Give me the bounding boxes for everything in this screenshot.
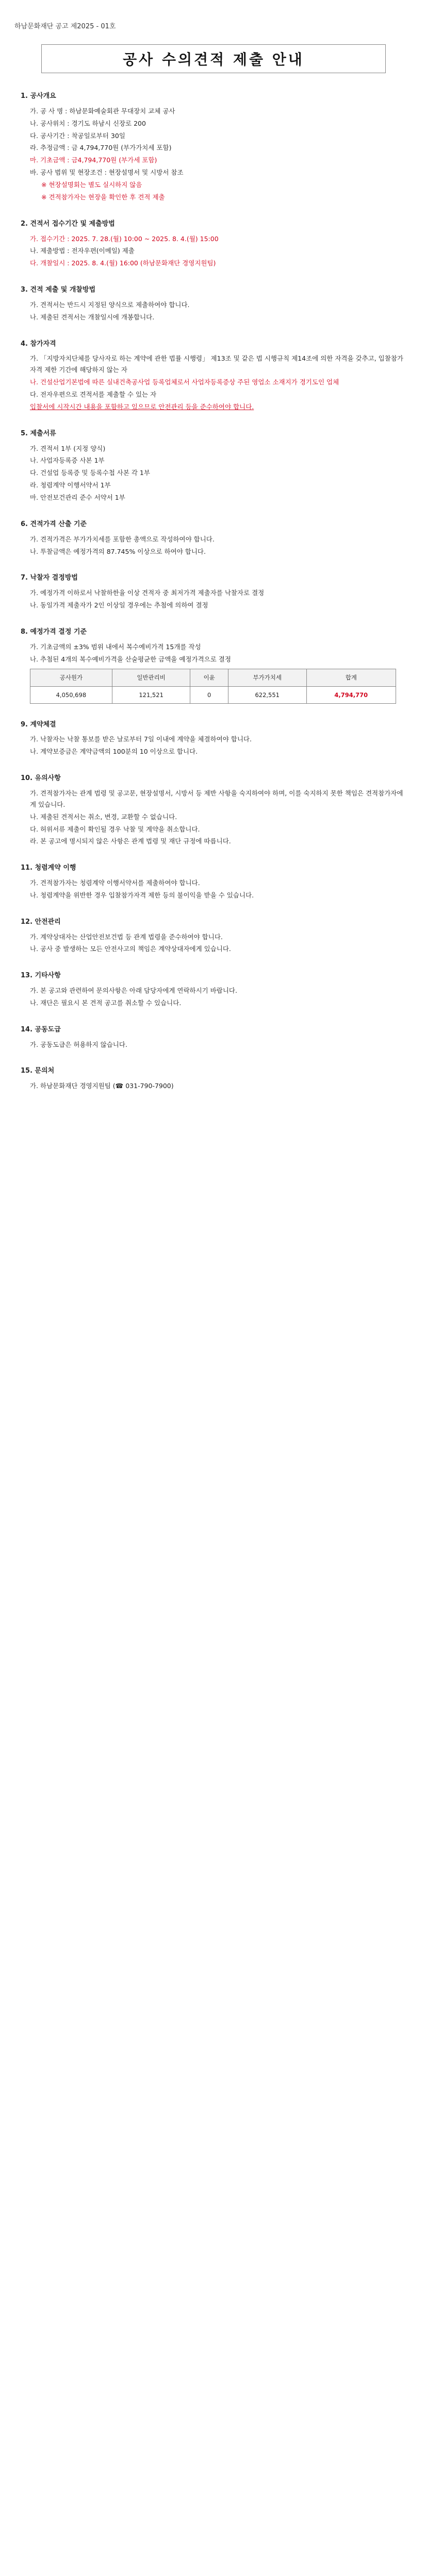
etc-item: 가. 본 공고와 관련하여 문의사항은 아래 담당자에게 연락하시기 바랍니다. (30, 987, 237, 994)
joint-item: 가. 공동도급은 허용하지 않습니다. (30, 1040, 127, 1048)
table-header-row (30, 669, 396, 686)
overview-item: 다. 공사기간 : 착공일로부터 30일 (30, 131, 125, 140)
document-item: 라. 청렴계약 이행서약서 1부 (30, 481, 111, 489)
table-header: 이윤 (190, 669, 228, 686)
overview-item: 나. 공사위치 : 경기도 하남시 신장로 200 (30, 119, 146, 127)
award-item: 나. 동일가격 제출자가 2인 이상일 경우에는 추첨에 의하여 결정 (30, 601, 208, 609)
section-heading: 11. 청렴계약 이행 (21, 864, 76, 872)
contract-item: 가. 낙찰자는 낙찰 통보를 받은 날로부터 7일 이내에 계약을 체결하여야 합니다. (30, 735, 252, 743)
section-heading: 4. 참가자격 (21, 340, 56, 348)
page-title: 공사 수의견적 제출 안내 (123, 51, 304, 68)
section-price-basis (21, 519, 405, 557)
estimate-item: 가. 기초금액의 ±3% 범위 내에서 복수예비가격 15개를 작성 (30, 642, 201, 651)
caution-item: 나. 제출된 견적서는 취소, 변경, 교환할 수 없습니다. (30, 812, 177, 821)
section-heading: 3. 견적 제출 및 개찰방법 (21, 286, 96, 294)
section-heading: 14. 공동도급 (21, 1025, 61, 1033)
section-contact (21, 1065, 405, 1092)
method-item: 가. 견적서는 반드시 지정된 양식으로 제출하여야 합니다. (30, 300, 190, 309)
submission-item: 가. 접수기간 : 2025. 7. 28.(월) 10:00 ~ 2025. 8. 4.(월) 15:00 (30, 234, 219, 243)
contact-item: 가. 하남문화재단 경영지원팀 (☎ 031-790-7900) (30, 1082, 174, 1090)
safety-item: 나. 공사 중 발생하는 모든 안전사고의 책임은 계약상대자에게 있습니다. (30, 945, 231, 953)
table-header: 공사원가 (30, 669, 112, 686)
section-heading: 15. 문의처 (21, 1067, 55, 1075)
section-method (21, 284, 405, 323)
section-submission (21, 218, 405, 269)
section-heading: 7. 낙찰자 결정방법 (21, 574, 78, 582)
document-number: 하남문화재단 공고 제2025 - 01호 (14, 23, 116, 30)
price-basis-item: 가. 견적가격은 부가가치세를 포함한 총액으로 작성하여야 합니다. (30, 535, 215, 543)
estimate-item: 나. 추첨된 4개의 복수예비가격을 산술평균한 금액을 예정가격으로 결정 (30, 655, 231, 663)
section-award (21, 572, 405, 611)
title-box (41, 44, 386, 73)
document-item: 나. 사업자등록증 사본 1부 (30, 456, 105, 465)
overview-item: 마. 기초금액 : 금4,794,770원 (부가세 포함) (30, 156, 157, 164)
document-item: 마. 안전보건관리 준수 서약서 1부 (30, 494, 125, 501)
section-heading: 5. 제출서류 (21, 429, 56, 437)
section-etc (21, 970, 405, 1009)
document-item: 가. 견적서 1부 (지정 양식) (30, 444, 106, 452)
section-heading: 13. 기타사항 (21, 972, 61, 980)
safety-item: 가. 계약상대자는 산업안전보건법 등 관계 법령을 준수하여야 합니다. (30, 933, 223, 941)
etc-item: 나. 재단은 필요시 본 견적 공고를 취소할 수 있습니다. (30, 998, 182, 1007)
table-header: 일반관리비 (112, 669, 190, 686)
caution-item: 가. 견적참가자는 관계 법령 및 공고문, 현장설명서, 시방서 등 제반 사항을 숙지하여야 하며, 이를 숙지하지 못한 책임은 견적참가자에게 있습니다. (30, 789, 403, 808)
document-item: 다. 건설업 등록증 및 등록수첩 사본 각 1부 (30, 469, 150, 477)
submission-item: 나. 제출방법 : 전자우편(이메일) 제출 (30, 247, 135, 255)
table-header: 부가가치세 (228, 669, 306, 686)
section-heading: 9. 계약체결 (21, 720, 56, 728)
document-body (21, 91, 405, 1107)
estimate-table (30, 669, 396, 703)
overview-item: 바. 공사 범위 및 현장조건 : 현장설명서 및 시방서 참조 (30, 168, 184, 177)
integrity-item: 가. 견적참가자는 청렴계약 이행서약서를 제출하여야 합니다. (30, 879, 200, 887)
method-item: 나. 제출된 견적서는 개찰일시에 개봉합니다. (30, 313, 155, 321)
table-cell: 0 (190, 686, 228, 703)
section-heading: 12. 안전관리 (21, 918, 61, 926)
table-cell: 121,521 (112, 686, 190, 703)
submission-item: 다. 개찰일시 : 2025. 8. 4.(월) 16:00 (하남문화재단 경영지원팀) (30, 259, 216, 267)
caution-item: 다. 허위서류 제출이 확인될 경우 낙찰 및 계약을 취소합니다. (30, 825, 200, 833)
section-overview (21, 91, 405, 203)
caution-item: 라. 본 공고에 명시되지 않은 사항은 관계 법령 및 재단 규정에 따릅니다. (30, 837, 231, 845)
table-cell-total: 4,794,770 (306, 686, 396, 703)
integrity-item: 나. 청렴계약을 위반한 경우 입찰참가자격 제한 등의 불이익을 받을 수 있습니다. (30, 891, 254, 899)
section-contract (21, 719, 405, 758)
qualification-item: 가. 「지방자치단체를 당사자로 하는 계약에 관한 법률 시행령」 제13조 및 같은 법 시행규칙 제14조에 의한 자격을 갖추고, 입찰참가자격 제한 기간에 해당하지 않는 자 (30, 354, 403, 374)
section-heading: 1. 공사개요 (21, 92, 56, 100)
award-item: 가. 예정가격 이하로서 낙찰하한율 이상 견적자 중 최저가격 제출자를 낙찰자로 결정 (30, 589, 265, 597)
table-row (30, 686, 396, 703)
section-documents (21, 428, 405, 503)
qualification-item: 다. 전자우편으로 견적서를 제출할 수 있는 자 (30, 391, 157, 398)
section-qualification (21, 338, 405, 413)
table-header: 합계 (306, 669, 396, 686)
section-heading: 8. 예정가격 결정 기준 (21, 628, 87, 636)
qualification-notice: 입찰서에 시작시간 내용을 포함하고 있으므로 안전관리 등을 준수하여야 합니다. (30, 402, 254, 411)
price-basis-item: 나. 투찰금액은 예정가격의 87.745% 이상으로 하여야 합니다. (30, 547, 206, 555)
overview-note: ※ 견적참가자는 현장을 확인한 후 견적 제출 (41, 193, 165, 201)
overview-item: 라. 추정금액 : 금 4,794,770원 (부가가치세 포함) (30, 144, 172, 152)
section-heading: 10. 유의사항 (21, 774, 61, 783)
section-integrity (21, 862, 405, 901)
section-heading: 2. 견적서 접수기간 및 제출방법 (21, 219, 115, 228)
section-heading: 6. 견적가격 산출 기준 (21, 520, 87, 528)
contract-item: 나. 계약보증금은 계약금액의 100분의 10 이상으로 합니다. (30, 748, 198, 756)
section-safety (21, 917, 405, 955)
table-cell: 622,551 (228, 686, 306, 703)
section-cautions (21, 773, 405, 847)
overview-note: ※ 현장설명회는 별도 실시하지 않음 (41, 181, 142, 189)
overview-item: 가. 공 사 명 : 하남문화예술회관 무대장치 교체 공사 (30, 107, 175, 115)
section-joint (21, 1024, 405, 1050)
qualification-item: 나. 건설산업기본법에 따른 실내건축공사업 등록업체로서 사업자등록증상 주된 영업소 소재지가 경기도인 업체 (30, 378, 339, 386)
table-cell: 4,050,698 (30, 686, 112, 703)
section-estimate (21, 626, 405, 704)
